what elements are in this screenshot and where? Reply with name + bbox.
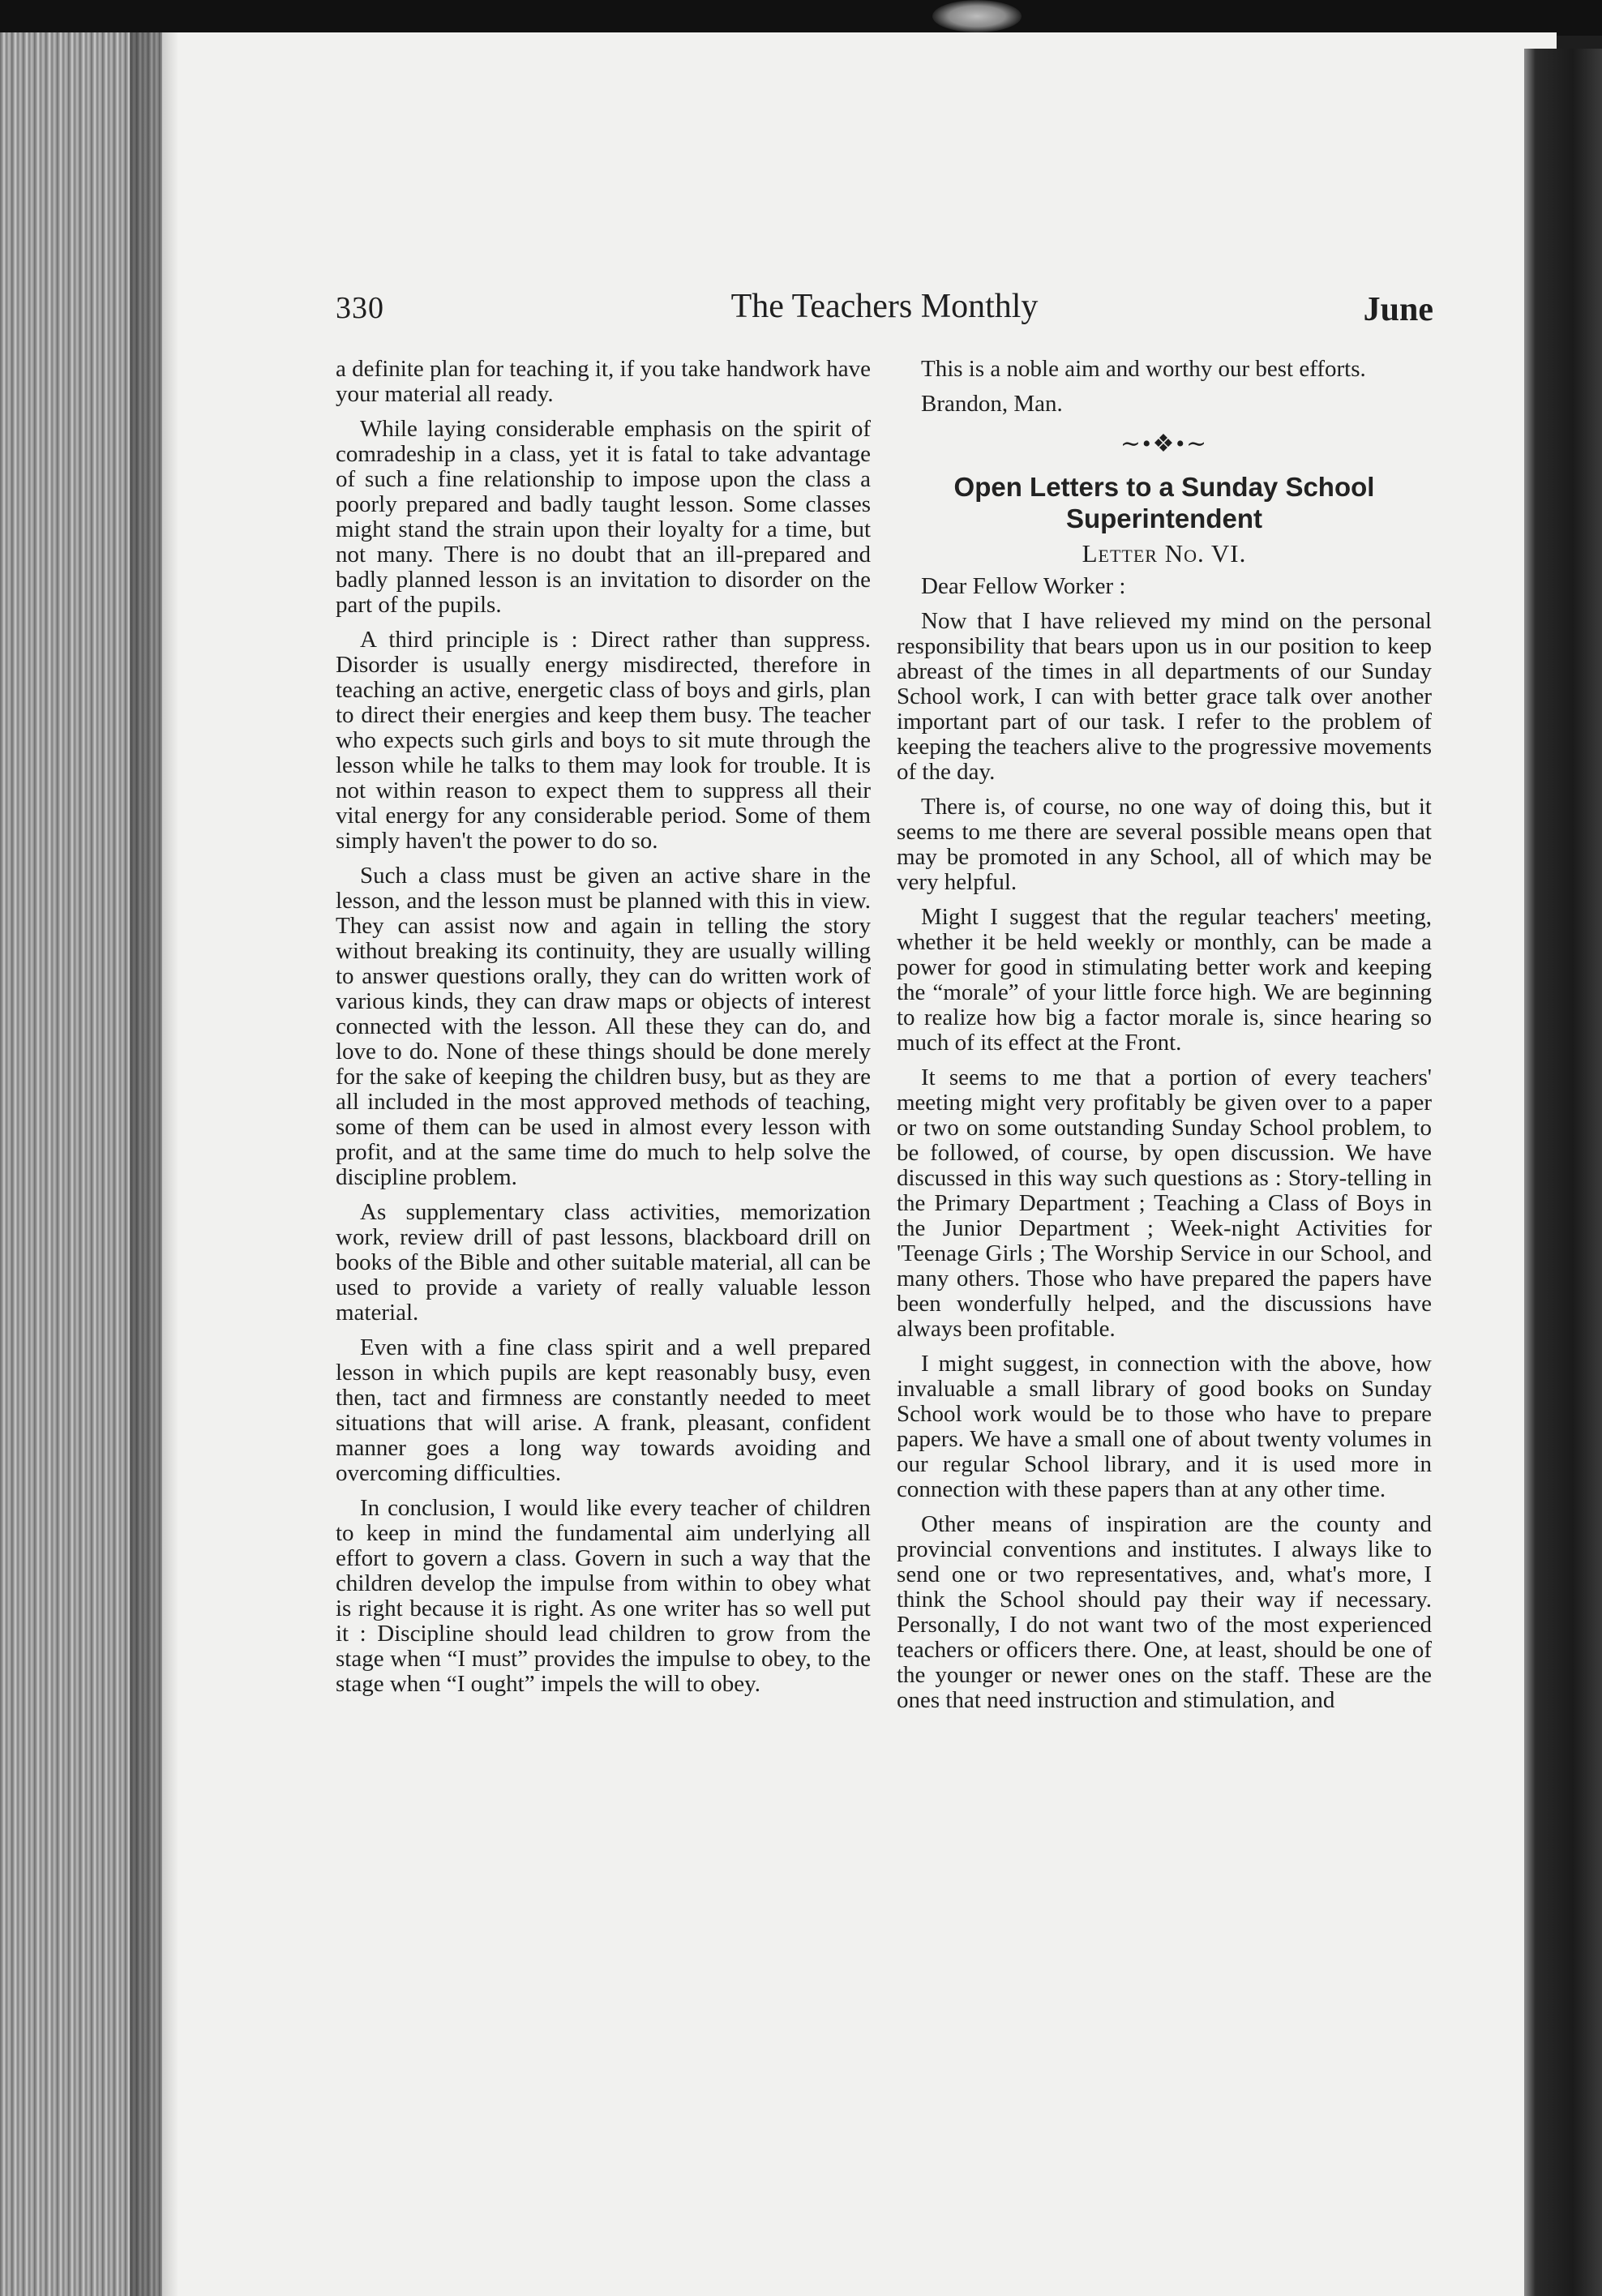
- scan-top-edge: [0, 0, 1602, 36]
- paragraph: While laying considerable emphasis on the spirit of comradeship in a class, yet it is fatal to take advantage of such a fine relationship to impose upon the class a poorly prepared and badly taught lesson. Some classes might stand the strain upon their loyalty for a time, but not many. There is no doubt that an ill-prepared and badly planned lesson is an invitation to disorder on the part of the pupils.: [336, 416, 871, 618]
- paragraph: Now that I have relieved my mind on the personal responsibility that bears upon us in our position to keep abreast of the times in all departments of our Sunday School work, I can with better grace talk over another important part of our task. I refer to the problem of keeping the teachers alive to the progressive movements of the day.: [897, 608, 1432, 785]
- paragraph: Might I suggest that the regular teachers' meeting, whether it be held weekly or monthly, can be made a power for good in stimulating better work and keeping the “morale” of your little force high. We are beginning to realize how big a factor morale is, since hearing so much of its effect at the Front.: [897, 904, 1432, 1056]
- right-column: [897, 357, 1432, 1723]
- author-location: Brandon, Man.: [921, 391, 1063, 417]
- article-title: Open Letters to a Sunday School Superintendent: [953, 472, 1375, 533]
- issue-month: June: [1363, 291, 1433, 328]
- gutter-shadow: [130, 32, 178, 2296]
- salutation: Dear Fellow Worker :: [921, 573, 1126, 599]
- page-number: 330: [336, 291, 384, 325]
- paragraph: a definite plan for teaching it, if you take handwork have your material all ready.: [336, 356, 871, 407]
- paragraph: I might suggest, in connection with the above, how invaluable a small library of good books on Sunday School work would be to those who have to prepare papers. We have a small one of about twenty volumes in our regular School library, and it is used more in connection with these papers than at any other time.: [897, 1351, 1432, 1502]
- journal-title: The Teachers Monthly: [730, 288, 1039, 325]
- scan-blemish: [932, 0, 1022, 32]
- paragraph: It seems to me that a portion of every teachers' meeting might very profitably be given over to a paper or two on some outstanding Sunday School problem, to be followed, of course, by open discussion. We have discussed in this way such questions as : Story-telling in the Primary Department ; Teaching a Class of Boys in the Junior Department ; Week-night Activities for 'Teenage Girls ; The Worship Service in our School, and many others. Those who have prepared the papers have been wonderfully helped, and the discussions have always been profitable.: [897, 1064, 1432, 1342]
- paragraph: In conclusion, I would like every teacher of children to keep in mind the fundamental aim underlying all effort to govern a class. Govern in such a way that the children develop the impulse from within to obey what is right because it is right. As one writer has so well put it : Discipline should lead children to grow from the stage when “I must” provides the impulse to obey, to the stage when “I ought” impels the will to obey.: [336, 1495, 871, 1697]
- letter-number: Letter No. VI.: [1082, 539, 1247, 568]
- paragraph: As supplementary class activities, memorization work, review drill of past lessons, blackboard drill on books of the Bible and other suitable material, all can be used to provide a variety of really valuable lesson material.: [336, 1199, 871, 1326]
- paragraph: Such a class must be given an active share in the lesson, and the lesson must be planned with this in view. They can assist now and again in telling the story without breaking its continuity, they are usually willing to answer questions orally, they can do written work of various kinds, they can draw maps or objects of interest connected with the lesson. All these they can do, and love to do. None of these things should be done merely for the sake of keeping the children busy, but as they are all included in the most approved methods of teaching, some of them can be used in almost every lesson with profit, and at the same time do much to help solve the discipline problem.: [336, 863, 871, 1190]
- closing-paragraph: This is a noble aim and worthy our best efforts.: [921, 356, 1366, 382]
- left-column: [336, 357, 871, 1707]
- running-head: [336, 284, 1433, 341]
- paragraph: Other means of inspiration are the county and provincial conventions and institutes. I always like to send one or two representatives, and, what's more, I think the School should pay their way if necessary. Personally, I do not want two of the most experienced teachers or officers there. One, at least, should be one of the younger or newer ones on the staff. These are the ones that need instruction and stimulation, and: [897, 1511, 1432, 1713]
- paragraph: There is, of course, no one way of doing this, but it seems to me there are several possible means open that may be promoted in any School, all of which may be very helpful.: [897, 794, 1432, 895]
- paragraph: A third principle is : Direct rather than suppress. Disorder is usually energy misdirected, therefore in teaching an active, energetic class of boys and girls, plan to direct their energies and keep them busy. The teacher who expects such girls and boys to sit mute through the lesson while he talks to them may look for trouble. It is not within reason to expect them to suppress all their vital energy for any considerable period. Some of them simply haven't the power to do so.: [336, 627, 871, 854]
- paragraph: Even with a fine class spirit and a well prepared lesson in which pupils are kept reasonably busy, even then, tact and firmness are constantly needed to meet situations that will arise. A frank, pleasant, confident manner goes a long way towards avoiding and overcoming difficulties.: [336, 1334, 871, 1486]
- section-ornament: ∼•❖•∼: [1120, 430, 1209, 457]
- right-page-edge: [1524, 49, 1602, 2296]
